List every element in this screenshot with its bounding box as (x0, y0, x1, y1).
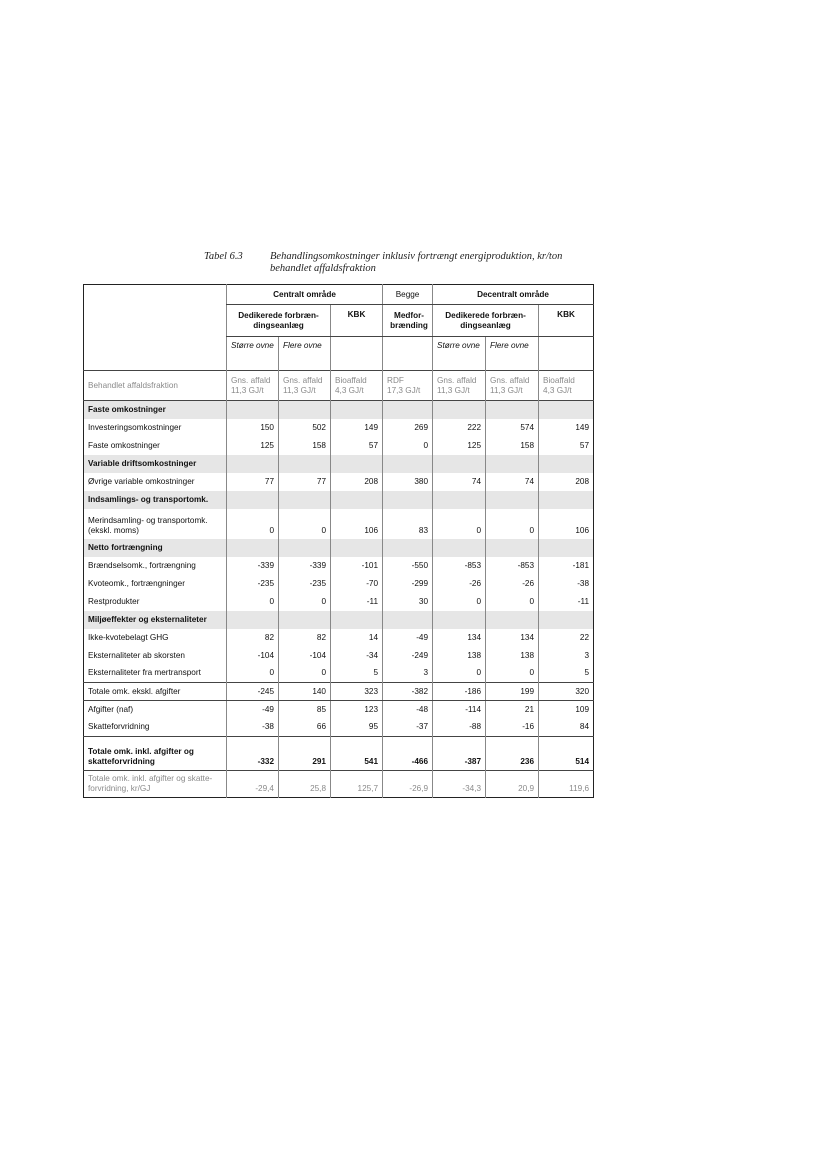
row-label-line-1: Totale omk. inkl. afgifter og (88, 747, 194, 756)
fraction-type: Bioaffald (335, 375, 367, 385)
value-cell: 140 (279, 683, 331, 701)
section-empty-cell (383, 539, 433, 557)
fraction-type: Gns. affald (283, 375, 323, 385)
value-cell: 95 (331, 719, 383, 737)
value-cell: -11 (539, 593, 594, 611)
row-label-line-2: skatteforvridning (88, 757, 155, 766)
value-cell: 74 (486, 473, 539, 491)
section-empty-cell (279, 401, 331, 419)
oven-type-cell: Større ovne (433, 337, 486, 371)
value-cell: -34 (331, 647, 383, 665)
section-row-netto-fortrængning (84, 539, 594, 557)
fraction-cell (539, 371, 594, 401)
value-cell: 74 (433, 473, 486, 491)
section-empty-cell (227, 401, 279, 419)
value-cell: -26,9 (383, 771, 433, 798)
section-empty-cell (383, 455, 433, 473)
row-label: Øvrige variable omkostninger (88, 476, 195, 486)
fraction-type: Gns. affald (231, 375, 271, 385)
section-row-miljøeffekter-og-eksternaliteter (84, 611, 594, 629)
value-cell: 77 (279, 473, 331, 491)
value-cell: 125 (227, 437, 279, 455)
value-cell: 82 (227, 629, 279, 647)
section-empty-cell (331, 539, 383, 557)
row-label: Skatteforvridning (88, 722, 150, 732)
value-cell: 0 (279, 665, 331, 683)
value-cell: 134 (486, 629, 539, 647)
group-both: Begge (383, 285, 433, 305)
section-empty-cell (433, 611, 486, 629)
value-cell: 502 (279, 419, 331, 437)
value-cell: 149 (331, 419, 383, 437)
fraction-type: RDF (387, 375, 404, 385)
plant-kbk-left: KBK (331, 305, 383, 337)
value-cell: 119,6 (539, 771, 594, 798)
row-label: Eksternaliteter fra mertransport (88, 668, 201, 678)
value-cell: -339 (279, 557, 331, 575)
row-label: Restprodukter (88, 596, 140, 606)
section-label: Variable driftsomkostninger (84, 455, 227, 473)
value-cell: 208 (331, 473, 383, 491)
fraction-type: Gns. affald (490, 375, 530, 385)
value-cell: 149 (539, 419, 594, 437)
value-cell: 138 (433, 647, 486, 665)
value-cell: 5 (539, 665, 594, 683)
section-row-faste-omkostninger (84, 401, 594, 419)
table-title: Behandlingsomkostninger inklusiv fortrængt energiproduktion, kr/ton behandlet affaldsfraktion (270, 251, 563, 274)
value-cell: 5 (331, 665, 383, 683)
value-cell: 77 (227, 473, 279, 491)
value-cell: 199 (486, 683, 539, 701)
value-cell: -29,4 (227, 771, 279, 798)
section-empty-cell (433, 491, 486, 509)
value-cell: -104 (227, 647, 279, 665)
section-empty-cell (539, 611, 594, 629)
fraction-row (84, 371, 594, 401)
value-cell: 57 (539, 437, 594, 455)
fraction-cell (486, 371, 539, 401)
section-empty-cell (433, 455, 486, 473)
value-cell: 222 (433, 419, 486, 437)
fraction-type: Bioaffald (543, 375, 575, 385)
value-cell: 0 (433, 665, 486, 683)
section-label: Faste omkostninger (84, 401, 227, 419)
value-cell: 514 (539, 737, 594, 771)
value-cell: 236 (486, 737, 539, 771)
value-cell: 138 (486, 647, 539, 665)
value-cell: 0 (433, 509, 486, 539)
fraction-cell (331, 371, 383, 401)
value-cell: -26 (433, 575, 486, 593)
section-empty-cell (383, 491, 433, 509)
plant-kbk-right: KBK (539, 305, 594, 337)
value-cell: 3 (383, 665, 433, 683)
section-row-indsamlings-og-transportomk (84, 491, 594, 509)
table-row-øvrige-variable-omkostninger (84, 473, 594, 491)
section-empty-cell (279, 455, 331, 473)
section-empty-cell (486, 539, 539, 557)
value-cell: 208 (539, 473, 594, 491)
section-empty-cell (279, 491, 331, 509)
row-label (84, 771, 227, 798)
section-empty-cell (331, 611, 383, 629)
row-label: Faste omkostninger (88, 440, 160, 450)
value-cell: -104 (279, 647, 331, 665)
value-cell: 380 (383, 473, 433, 491)
value-cell: -245 (227, 683, 279, 701)
fraction-calorific-value: 4,3 GJ/t (335, 385, 364, 395)
value-cell: 14 (331, 629, 383, 647)
row-label: Ikke-kvotebelagt GHG (88, 632, 169, 642)
fraction-cell (433, 371, 486, 401)
value-cell: 150 (227, 419, 279, 437)
value-cell: 0 (486, 665, 539, 683)
value-cell: 0 (227, 665, 279, 683)
table-row-eksternaliteter-ab-skorsten (84, 647, 594, 665)
value-cell: -235 (227, 575, 279, 593)
value-cell: 106 (539, 509, 594, 539)
group-decentral: Decentralt område (433, 285, 594, 305)
section-empty-cell (331, 491, 383, 509)
fraction-label: Behandlet affaldsfraktion (84, 371, 227, 401)
section-empty-cell (227, 491, 279, 509)
value-cell: -853 (486, 557, 539, 575)
value-cell: -49 (383, 629, 433, 647)
table-row-totale-omk-inkl-afgifter-og-skatte (84, 771, 594, 798)
value-cell: 0 (279, 593, 331, 611)
value-cell: 158 (486, 437, 539, 455)
table-row-ikke-kvotebelagt-ghg (84, 629, 594, 647)
table-row-kvoteomk-fortrængninger (84, 575, 594, 593)
value-cell: -114 (433, 701, 486, 719)
fraction-calorific-value: 11,3 GJ/t (231, 385, 264, 395)
table-row-totale-omk-ekskl-afgifter (84, 683, 594, 701)
value-cell: 0 (227, 593, 279, 611)
section-empty-cell (486, 401, 539, 419)
section-empty-cell (383, 611, 433, 629)
value-cell: -70 (331, 575, 383, 593)
value-cell: 84 (539, 719, 594, 737)
section-empty-cell (486, 491, 539, 509)
value-cell: -88 (433, 719, 486, 737)
value-cell: -249 (383, 647, 433, 665)
oven-type-cell (539, 337, 594, 371)
table-row-restprodukter (84, 593, 594, 611)
table-row-investeringsomkostninger (84, 419, 594, 437)
row-label (84, 509, 227, 539)
row-label-line-1: Merindsamling- og transportomk. (88, 515, 208, 525)
value-cell: -11 (331, 593, 383, 611)
fraction-calorific-value: 11,3 GJ/t (283, 385, 316, 395)
value-cell: -26 (486, 575, 539, 593)
plant-dedicated-left-label: Dedikerede forbræn-dingseanlæg (238, 310, 319, 330)
row-label-line-1: Totale omk. inkl. afgifter og skatte- (88, 774, 213, 783)
cost-table (83, 284, 594, 798)
fraction-calorific-value: 11,3 GJ/t (437, 385, 470, 395)
value-cell: -853 (433, 557, 486, 575)
table-row-totale-omk-inkl-afgifter-og (84, 737, 594, 771)
fraction-cell (279, 371, 331, 401)
plant-dedicated-left (227, 305, 331, 337)
value-cell: -181 (539, 557, 594, 575)
value-cell: 57 (331, 437, 383, 455)
section-empty-cell (539, 491, 594, 509)
oven-type-cell (331, 337, 383, 371)
fraction-cell (227, 371, 279, 401)
plant-cofiring-label: Medfor-brænding (390, 310, 428, 330)
value-cell: 20,9 (486, 771, 539, 798)
value-cell: -387 (433, 737, 486, 771)
group-central: Centralt område (227, 285, 383, 305)
value-cell: 0 (383, 437, 433, 455)
row-label (84, 737, 227, 771)
value-cell: 109 (539, 701, 594, 719)
value-cell: 30 (383, 593, 433, 611)
section-empty-cell (331, 401, 383, 419)
section-empty-cell (433, 539, 486, 557)
value-cell: -37 (383, 719, 433, 737)
value-cell: -550 (383, 557, 433, 575)
table-row-afgifter-naf (84, 701, 594, 719)
oven-type-cell (383, 337, 433, 371)
value-cell: -38 (227, 719, 279, 737)
value-cell: -332 (227, 737, 279, 771)
row-label: Brændselsomk., fortrængning (88, 560, 196, 570)
value-cell: -235 (279, 575, 331, 593)
corner-cell (84, 285, 227, 371)
section-empty-cell (279, 611, 331, 629)
value-cell: -339 (227, 557, 279, 575)
plant-dedicated-right-label: Dedikerede forbræn-dingseanlæg (445, 310, 526, 330)
value-cell: -466 (383, 737, 433, 771)
value-cell: 125,7 (331, 771, 383, 798)
section-label: Indsamlings- og transportomk. (84, 491, 227, 509)
value-cell: 158 (279, 437, 331, 455)
value-cell: -101 (331, 557, 383, 575)
plant-dedicated-right (433, 305, 539, 337)
table-row-brændselsomk-fortrængning (84, 557, 594, 575)
value-cell: 320 (539, 683, 594, 701)
table-row-skatteforvridning (84, 719, 594, 737)
section-empty-cell (486, 455, 539, 473)
value-cell: -49 (227, 701, 279, 719)
section-empty-cell (539, 539, 594, 557)
value-cell: 3 (539, 647, 594, 665)
section-empty-cell (486, 611, 539, 629)
value-cell: 291 (279, 737, 331, 771)
group-header-row (84, 285, 594, 305)
value-cell: -34,3 (433, 771, 486, 798)
value-cell: 82 (279, 629, 331, 647)
section-empty-cell (383, 401, 433, 419)
section-label: Miljøeffekter og eksternaliteter (84, 611, 227, 629)
value-cell: 574 (486, 419, 539, 437)
fraction-type: Gns. affald (437, 375, 477, 385)
section-empty-cell (279, 539, 331, 557)
section-empty-cell (227, 539, 279, 557)
row-label-line-2: (ekskl. moms) (88, 525, 139, 535)
row-label: Kvoteomk., fortrængninger (88, 578, 185, 588)
row-label: Investeringsomkostninger (88, 422, 182, 432)
value-cell: 323 (331, 683, 383, 701)
value-cell: 0 (279, 509, 331, 539)
value-cell: -48 (383, 701, 433, 719)
table-number: Tabel 6.3 (204, 251, 243, 262)
section-empty-cell (227, 611, 279, 629)
oven-type-cell: Flere ovne (279, 337, 331, 371)
value-cell: 21 (486, 701, 539, 719)
value-cell: -382 (383, 683, 433, 701)
value-cell: 269 (383, 419, 433, 437)
value-cell: 22 (539, 629, 594, 647)
section-empty-cell (227, 455, 279, 473)
section-empty-cell (331, 455, 383, 473)
value-cell: -38 (539, 575, 594, 593)
value-cell: 123 (331, 701, 383, 719)
oven-type-cell: Flere ovne (486, 337, 539, 371)
fraction-calorific-value: 4,3 GJ/t (543, 385, 572, 395)
row-label: Eksternaliteter ab skorsten (88, 650, 185, 660)
value-cell: 0 (486, 509, 539, 539)
value-cell: 85 (279, 701, 331, 719)
row-label: Totale omk. ekskl. afgifter (84, 683, 227, 701)
row-label: Afgifter (naf) (88, 704, 134, 714)
section-empty-cell (433, 401, 486, 419)
value-cell: 0 (227, 509, 279, 539)
value-cell: -186 (433, 683, 486, 701)
section-row-variable-driftsomkostninger (84, 455, 594, 473)
plant-cofiring (383, 305, 433, 337)
value-cell: -16 (486, 719, 539, 737)
row-label-line-2: forvridning, kr/GJ (88, 784, 151, 793)
value-cell: 66 (279, 719, 331, 737)
section-empty-cell (539, 455, 594, 473)
value-cell: 125 (433, 437, 486, 455)
section-label: Netto fortrængning (84, 539, 227, 557)
table-row-eksternaliteter-fra-mertransport (84, 665, 594, 683)
table-row-merindsamling-og-transportomk (84, 509, 594, 539)
value-cell: -299 (383, 575, 433, 593)
table-row-faste-omkostninger (84, 437, 594, 455)
oven-type-cell: Større ovne (227, 337, 279, 371)
value-cell: 106 (331, 509, 383, 539)
section-empty-cell (539, 401, 594, 419)
value-cell: 541 (331, 737, 383, 771)
fraction-cell (383, 371, 433, 401)
value-cell: 25,8 (279, 771, 331, 798)
value-cell: 0 (433, 593, 486, 611)
value-cell: 0 (486, 593, 539, 611)
value-cell: 134 (433, 629, 486, 647)
fraction-calorific-value: 17,3 GJ/t (387, 385, 421, 395)
fraction-calorific-value: 11,3 GJ/t (490, 385, 523, 395)
value-cell: 83 (383, 509, 433, 539)
